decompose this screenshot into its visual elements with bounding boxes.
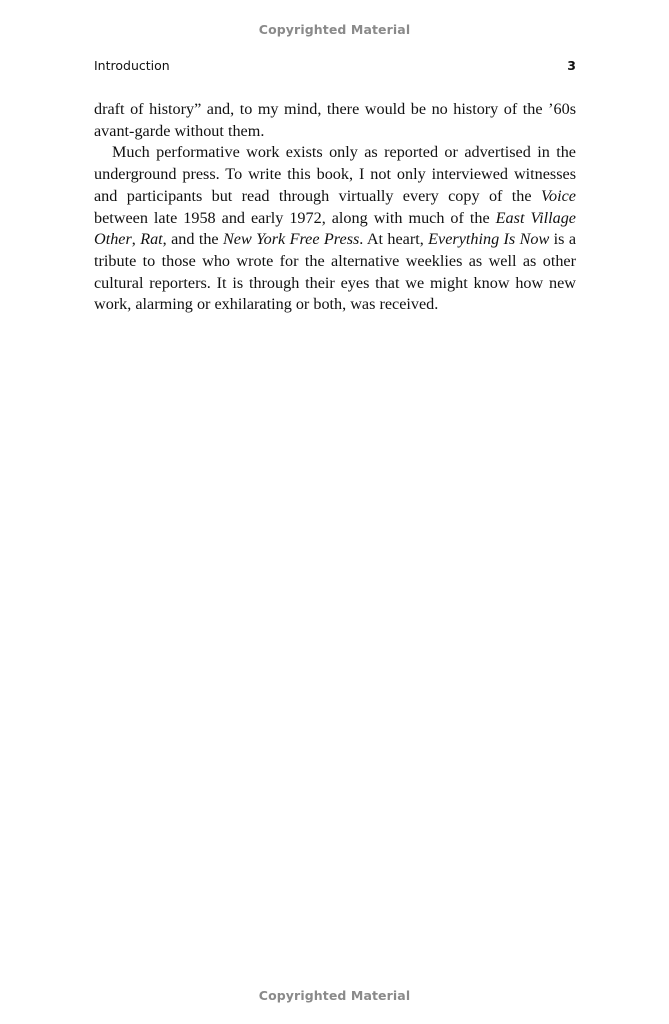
paragraph-underground-press xyxy=(94,142,576,316)
text-run: . At heart, xyxy=(359,230,429,249)
body-text xyxy=(94,99,576,316)
copyright-watermark-top: Copyrighted Material xyxy=(258,22,411,37)
chapter-title: Introduction xyxy=(94,58,170,73)
text-run: , xyxy=(131,230,141,249)
text-run: is a tribute to those who wrote for the alternative weeklies as well as other cultural reporters. It is through their eyes that we might know how new work, alarming or exhilarating or both, was received. xyxy=(94,230,576,314)
italic-title-voice: Voice xyxy=(540,186,576,205)
page-number: 3 xyxy=(567,58,576,73)
italic-title-rat: Rat xyxy=(140,230,163,249)
italic-title-east-village-other: East Village Other xyxy=(94,208,576,249)
text-run: Much performative work exists only as reported or advertised in the underground press. To write this book, I not only interviewed witnesses and participants but read through virtually every copy of the xyxy=(94,143,576,205)
paragraph-continued: draft of history” and, to my mind, there would be no history of the ’60s avant-garde without them. xyxy=(94,100,576,140)
italic-title-everything-is-now: Everything Is Now xyxy=(428,230,550,249)
text-run: , and the xyxy=(162,230,223,249)
copyright-watermark-bottom: Copyrighted Material xyxy=(258,988,411,1003)
running-head xyxy=(94,58,576,73)
italic-title-new-york-free-press: New York Free Press xyxy=(222,230,360,249)
text-run: between late 1958 and early 1972, along with much of the xyxy=(94,208,496,227)
